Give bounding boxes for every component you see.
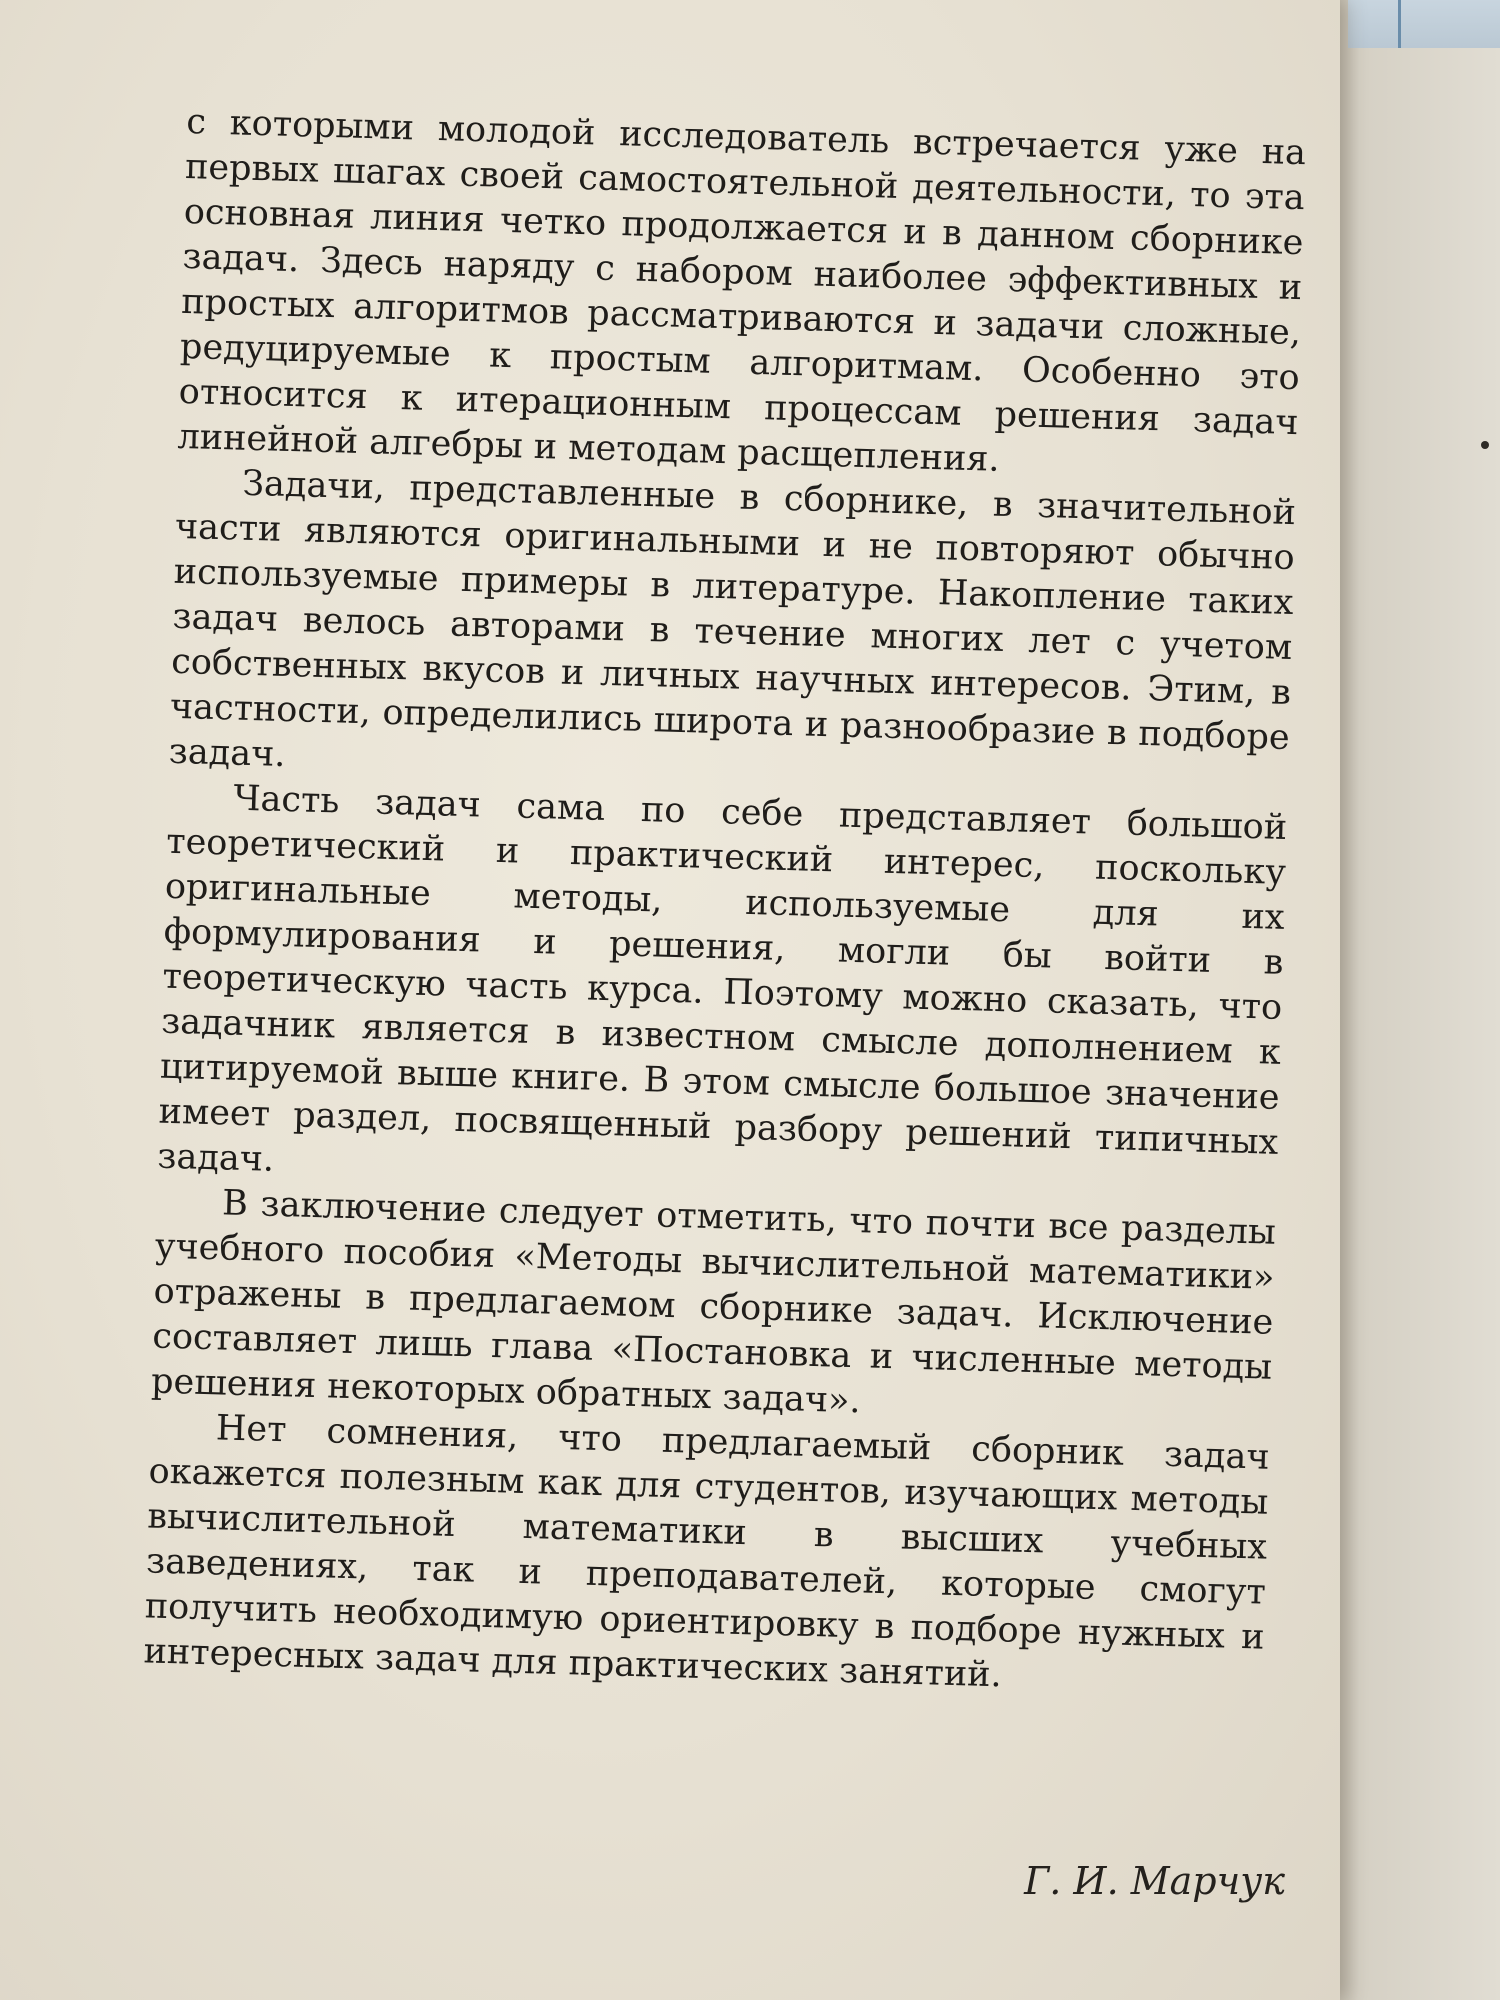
page-text [139, 100, 1306, 1841]
paragraph-4: В заключение следует отметить, что почти все разделы учебного пособия «Методы вычислительной математики» отражены в предлагаемом сборнике задач. Исключение составляет лишь глава «Постановка и численные методы решения некоторых обратных задач». [150, 1183, 1277, 1422]
ink-dot [1481, 441, 1489, 449]
desk-ruler-line [1398, 0, 1401, 48]
book-spine-shadow [1328, 0, 1500, 2000]
paragraph-1: с которыми молодой исследователь встречается уже на первых шагах своей самостоятельной деятельности, то эта основная линия четко продолжается и в данном сборнике задач. Здесь наряду с набором наиболее эффективных и простых алгоритмов рассматриваются и задачи сложные, редуцируемые к простым алгоритмам. Особенно это относится к итерационным процессам решения задач линейной алгебры и методам расщепления. [177, 101, 1307, 480]
paragraph-2: Задачи, представленные в сборнике, в значительной части являются оригинальными и не повторяют обычно используемые примеры в литературе. Накопление таких задач велось авторами в течение многих лет с учетом собственных вкусов и личных научных интересов. Этим, в частности, определились широта и разнообразие в подборе задач. [168, 463, 1297, 775]
paragraph-3: Часть задач сама по себе представляет большой теоретический и практический интерес, поскольку оригинальные методы, используемые для их формулирования и решения, могли бы войти в теоретическую часть курса. Поэтому можно сказать, что задачник является в известном смысле дополнением к цитируемой выше книге. В этом смысле большое значение имеет раздел, посвященный разбору решений типичных задач. [156, 778, 1288, 1180]
paragraph-5: Нет сомнения, что предлагаемый сборник задач окажется полезным как для студентов, изучающих методы вычислительной математики в высших учебных заведениях, так и преподавателей, которые смогут получить необходимую ориентировку в подборе нужных и интересных задач для практических занятий. [143, 1408, 1271, 1696]
author-signature: Г. И. Марчук [1024, 1859, 1285, 1903]
desk-background [1348, 0, 1500, 48]
